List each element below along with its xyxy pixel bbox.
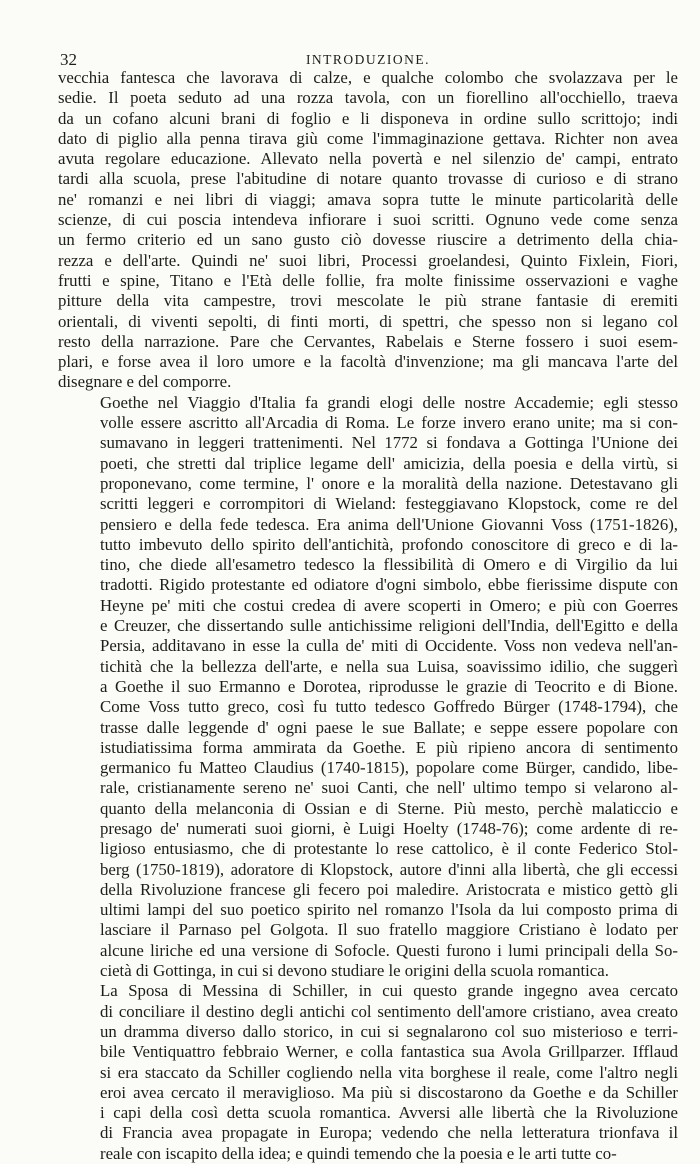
text-line: Goethe nel Viaggio d'Italia fa grandi elogi delle nostre Accademie; egli stesso bbox=[100, 392, 678, 412]
text-line: proponevano, come termine, l' onore e la moralità della nazione. Detestavano gli bbox=[100, 473, 678, 493]
text-line: quanto della melanconia di Ossian e di Sterne. Più mesto, perchè malaticcio e bbox=[100, 798, 678, 818]
text-line: tardi alla scuola, prese l'abitudine di notare quanto trovasse di curioso e di strano bbox=[58, 169, 678, 189]
text-line: di Francia avea propagate in Europa; vedendo che nella letteratura trionfava il bbox=[100, 1123, 678, 1143]
text-line: dato di piglio alla penna tirava giù come l'immaginazione gettava. Richter non avea bbox=[58, 128, 678, 148]
text-line: sumavano in leggeri trattenimenti. Nel 1772 si fondava a Gottinga l'Unione dei bbox=[100, 433, 678, 453]
text-line: si era staccato da Schiller cogliendo nella vita borghese il reale, come l'altro negli bbox=[100, 1062, 678, 1082]
text-line: eroi avea cercato il meraviglioso. Ma più si discostarono da Goethe e da Schiller bbox=[100, 1082, 678, 1102]
text-line: un dramma diverso dallo storico, in cui si segnalarono col suo misterioso e terri- bbox=[100, 1021, 678, 1041]
text-line: rale, cristianamente sereno ne' suoi Canti, che nell' ultimo tempo si velarono al- bbox=[100, 778, 678, 798]
text-line: cietà di Gottinga, in cui si devono studiare le origini della scuola romantica. bbox=[100, 961, 609, 981]
text-line: un fermo criterio ed un sano gusto ciò dovesse riuscire a detrimento della chia- bbox=[58, 230, 678, 250]
text-line: istudiatissima forma ammirata da Goethe. E più ripieno ancora di sentimento bbox=[100, 737, 678, 757]
text-line: berg (1750-1819), adoratore di Klopstock, autore d'inni alla libertà, che gli eccessi bbox=[100, 859, 678, 879]
text-line: della Rivoluzione francese gli fecero poi maledire. Aristocrata e mistico gettò gli bbox=[100, 879, 678, 899]
paragraph bbox=[58, 981, 678, 1164]
text-line: ultimi lampi del suo poetico spirito nel romanzo l'Isola da lui composto prima di bbox=[100, 900, 678, 920]
text-line: vecchia fantesca che lavorava di calze, e qualche colombo che svolazzava per le bbox=[58, 68, 678, 87]
text-line: pensiero e della fede tedesca. Era anima dell'Unione Giovanni Voss (1751-1826), bbox=[100, 514, 678, 534]
text-line: poeti, che stretti dal triplice legame dell' amicizia, della poesia e della virtù, si bbox=[100, 453, 678, 473]
text-line: i capi della così detta scuola romantica. Avversi alle libertà che la Rivoluzione bbox=[100, 1103, 678, 1123]
text-line: rezza e dell'arte. Quindi ne' suoi libri, Processi groelandesi, Quinto Fixlein, Fiori, bbox=[58, 250, 678, 270]
text-line: bile Ventiquattro febbraio Werner, e colla fantastica sua Avola Grillparzer. Ifflaud bbox=[100, 1042, 678, 1062]
text-line: di conciliare il destino degli antichi col sentimento dell'amore cristiano, avea creato bbox=[100, 1001, 678, 1021]
text-line: pitture della vita campestre, trovi mescolate le più strane fantasie di eremiti bbox=[58, 291, 678, 311]
text-line: scienze, di cui poscia intendeva infiorare i suoi scritti. Ognuno vede come senza bbox=[58, 210, 678, 230]
text-line: plari, e forse avea il loro umore e la facoltà d'invenzione; ma gli mancava l'arte del bbox=[58, 352, 678, 372]
text-line: trasse dalle leggende d' ogni paese le sue Ballate; e seppe essere popolare con bbox=[100, 717, 678, 737]
text-line: tutto imbevuto dello spirito dell'antichità, profondo conoscitore di greco e di la- bbox=[100, 534, 678, 554]
text-line: tino, che diede all'esametro tedesco la flessibilità di Omero e di Virgilio da lui bbox=[100, 555, 678, 575]
text-line: alcune liriche ed una versione di Sofocle. Questi furono i lumi principali della So- bbox=[100, 940, 678, 960]
text-line: germanico fu Matteo Claudius (1740-1815), popolare come Bürger, candido, libe- bbox=[100, 758, 678, 778]
text-line: lasciare il Parnaso pel Golgota. Il suo fratello maggiore Cristiano è lodato per bbox=[100, 920, 678, 940]
text-line: ne' romanzi e nei libri di viaggi; amava sopra tutte le minute particolarità delle bbox=[58, 189, 678, 209]
text-line: resto della narrazione. Pare che Cervantes, Rabelais e Sterne fossero i suoi esem- bbox=[58, 331, 678, 351]
paragraph bbox=[58, 68, 678, 393]
text-line: avuta regolare educazione. Allevato nella povertà e nel silenzio de' campi, entrato bbox=[58, 149, 678, 169]
text-line: sedie. Il poeta seduto ad una rozza tavola, con un fiorellino all'occhiello, traeva bbox=[58, 88, 678, 108]
text-line: e Creuzer, che dissertando sulle antichissime religioni dell'India, dell'Egitto e della bbox=[100, 616, 678, 636]
text-line: Persia, additavano in esse la culla de' miti di Occidente. Voss non vedeva nell'an- bbox=[100, 636, 678, 656]
text-line: Come Voss tutto greco, così fu tutto tedesco Goffredo Bürger (1748-1794), che bbox=[100, 697, 678, 717]
text-line: a Goethe il suo Ermanno e Dorotea, riprodusse le grazie di Teocrito e di Bione. bbox=[100, 676, 678, 696]
text-body bbox=[58, 68, 678, 1164]
page-header bbox=[58, 44, 678, 68]
text-line: Heyne pe' miti che costui credea di avere scoperti in Omero; e più con Goerres bbox=[100, 595, 678, 615]
text-line: volle essere ascritto all'Arcadia di Roma. Le forze invero erano unite; ma si con- bbox=[100, 413, 678, 433]
text-line: La Sposa di Messina di Schiller, in cui questo grande ingegno avea cercato bbox=[100, 981, 678, 1001]
page-number: 32 bbox=[60, 50, 77, 69]
text-line: ligioso entusiasmo, che di protestante lo rese cattolico, è il conte Federico Stol- bbox=[100, 839, 678, 859]
text-line: reale con iscapito della idea; e quindi temendo che la poesia e le arti tutte co- bbox=[100, 1143, 617, 1163]
text-line: frutti e spine, Titano e l'Età delle follie, fra molte finissime osservazioni e vaghe bbox=[58, 270, 678, 290]
running-title: INTRODUZIONE. bbox=[305, 52, 431, 67]
paragraph bbox=[58, 393, 678, 982]
text-line: tichità che la bellezza dell'arte, e nella sua Luisa, soavissimo idilio, che suggerì bbox=[100, 656, 678, 676]
text-line: da un cofano alcuni brani di foglio e li disponeva in ordine sullo scrittojo; indi bbox=[58, 108, 678, 128]
text-line: scritti leggeri e corrompitori di Wieland: festeggiavano Klopstock, come re del bbox=[100, 494, 678, 514]
text-line: tradotti. Rigido protestante ed odiatore d'ogni simbolo, ebbe fierissime dispute con bbox=[100, 575, 678, 595]
text-line: orientali, di viventi sepolti, di finti morti, di spettri, che spesso non si legano col bbox=[58, 311, 678, 331]
text-line: presago de' numerati suoi giorni, è Luigi Hoelty (1748-76); come ardente di re- bbox=[100, 818, 678, 838]
text-line: disegnare e del comporre. bbox=[58, 372, 232, 392]
